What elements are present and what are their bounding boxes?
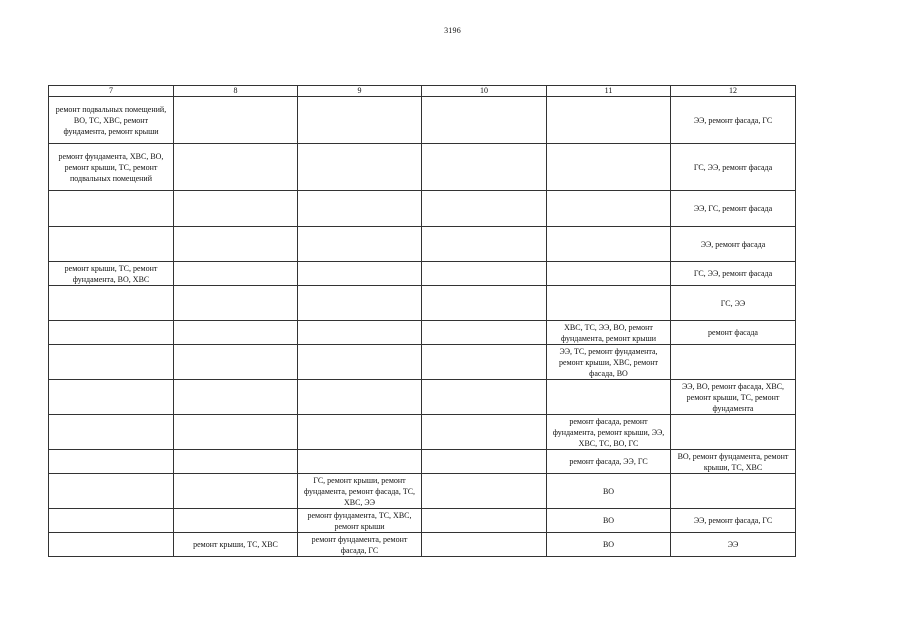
- table-cell: [422, 144, 547, 191]
- table-cell: ЭЭ, ВО, ремонт фасада, ХВС, ремонт крыши, ТС, ремонт фундамента: [671, 380, 796, 415]
- table-cell: [174, 191, 298, 227]
- table-cell: ремонт фасада, ЭЭ, ГС: [547, 450, 671, 474]
- table-cell: [49, 345, 174, 380]
- table-cell: ремонт фундамента, ТС, ХВС, ремонт крыши: [298, 509, 422, 533]
- table-cell: [298, 191, 422, 227]
- table-cell: ЭЭ, ремонт фасада, ГС: [671, 509, 796, 533]
- table-row: [49, 144, 796, 191]
- table-cell: ЭЭ, ремонт фасада, ГС: [671, 97, 796, 144]
- table-cell: ВО: [547, 533, 671, 557]
- table-cell: ремонт крыши, ТС, ремонт фундамента, ВО, ХВС: [49, 262, 174, 286]
- table-row: [49, 191, 796, 227]
- table-cell: [422, 321, 547, 345]
- table-cell: [174, 227, 298, 262]
- table-cell: [174, 450, 298, 474]
- table-cell: [547, 262, 671, 286]
- table-cell: [49, 509, 174, 533]
- column-header: 12: [671, 86, 796, 97]
- table-cell: [298, 321, 422, 345]
- table-cell: ремонт фундамента, ремонт фасада, ГС: [298, 533, 422, 557]
- table-cell: [422, 286, 547, 321]
- table-cell: ЭЭ, ТС, ремонт фундамента, ремонт крыши, ХВС, ремонт фасада, ВО: [547, 345, 671, 380]
- page-number: 3196: [444, 26, 461, 35]
- table-cell: [422, 474, 547, 509]
- table-cell: [49, 474, 174, 509]
- table-cell: [422, 533, 547, 557]
- table-cell: [49, 380, 174, 415]
- table-cell: [547, 144, 671, 191]
- table-cell: [174, 286, 298, 321]
- table-cell: [174, 474, 298, 509]
- table-cell: [422, 380, 547, 415]
- table-row: [49, 533, 796, 557]
- table-cell: [422, 345, 547, 380]
- table-cell: [298, 144, 422, 191]
- table-cell: [174, 321, 298, 345]
- table-cell: [547, 191, 671, 227]
- table-cell: [49, 227, 174, 262]
- table-cell: [671, 474, 796, 509]
- table-cell: [174, 345, 298, 380]
- table-cell: [547, 380, 671, 415]
- table-row: [49, 345, 796, 380]
- table-cell: [298, 380, 422, 415]
- table-cell: ХВС, ТС, ЭЭ, ВО, ремонт фундамента, ремонт крыши: [547, 321, 671, 345]
- table-cell: ремонт фасада, ремонт фундамента, ремонт крыши, ЭЭ, ХВС, ТС, ВО, ГС: [547, 415, 671, 450]
- table-row: [49, 415, 796, 450]
- table-cell: ВО: [547, 474, 671, 509]
- table-cell: [49, 286, 174, 321]
- table-cell: [422, 509, 547, 533]
- table-cell: [422, 262, 547, 286]
- table-cell: [298, 415, 422, 450]
- table-row: [49, 262, 796, 286]
- table-cell: ГС, ЭЭ: [671, 286, 796, 321]
- table-cell: [49, 191, 174, 227]
- table-row: [49, 474, 796, 509]
- table-cell: [49, 450, 174, 474]
- table-cell: ВО, ремонт фундамента, ремонт крыши, ТС, ХВС: [671, 450, 796, 474]
- table-cell: [49, 321, 174, 345]
- table-cell: ремонт крыши, ТС, ХВС: [174, 533, 298, 557]
- table-row: [49, 509, 796, 533]
- table-cell: ремонт подвальных помещений, ВО, ТС, ХВС, ремонт фундамента, ремонт крыши: [49, 97, 174, 144]
- table-cell: ремонт фасада: [671, 321, 796, 345]
- table-row: [49, 286, 796, 321]
- table-cell: [174, 262, 298, 286]
- table-cell: [174, 509, 298, 533]
- table-cell: ЭЭ, ремонт фасада: [671, 227, 796, 262]
- table-row: [49, 380, 796, 415]
- table-cell: [547, 97, 671, 144]
- table-cell: [422, 191, 547, 227]
- table-cell: [422, 450, 547, 474]
- table-cell: ГС, ЭЭ, ремонт фасада: [671, 144, 796, 191]
- table-row: [49, 227, 796, 262]
- column-header: 9: [298, 86, 422, 97]
- header-row: [49, 86, 796, 97]
- table-cell: [174, 97, 298, 144]
- table-cell: ЭЭ: [671, 533, 796, 557]
- column-header: 11: [547, 86, 671, 97]
- data-table: [48, 85, 796, 557]
- table-cell: [298, 97, 422, 144]
- table-cell: [422, 227, 547, 262]
- table-row: [49, 450, 796, 474]
- table-cell: [298, 286, 422, 321]
- table-cell: [422, 97, 547, 144]
- table-cell: [298, 227, 422, 262]
- column-header: 10: [422, 86, 547, 97]
- table-cell: ГС, ЭЭ, ремонт фасада: [671, 262, 796, 286]
- table-cell: [671, 415, 796, 450]
- table-cell: [547, 227, 671, 262]
- table-cell: [422, 415, 547, 450]
- table-row: [49, 97, 796, 144]
- table-cell: [298, 345, 422, 380]
- table-cell: ЭЭ, ГС, ремонт фасада: [671, 191, 796, 227]
- table-cell: [174, 415, 298, 450]
- table-cell: ВО: [547, 509, 671, 533]
- table-cell: ГС, ремонт крыши, ремонт фундамента, ремонт фасада, ТС, ХВС, ЭЭ: [298, 474, 422, 509]
- table-cell: [49, 415, 174, 450]
- table-cell: [547, 286, 671, 321]
- table-cell: [298, 262, 422, 286]
- column-header: 8: [174, 86, 298, 97]
- table-cell: [174, 144, 298, 191]
- table-cell: [174, 380, 298, 415]
- table-cell: [49, 533, 174, 557]
- table-cell: ремонт фундамента, ХВС, ВО, ремонт крыши, ТС, ремонт подвальных помещений: [49, 144, 174, 191]
- table-row: [49, 321, 796, 345]
- table-cell: [671, 345, 796, 380]
- table-cell: [298, 450, 422, 474]
- column-header: 7: [49, 86, 174, 97]
